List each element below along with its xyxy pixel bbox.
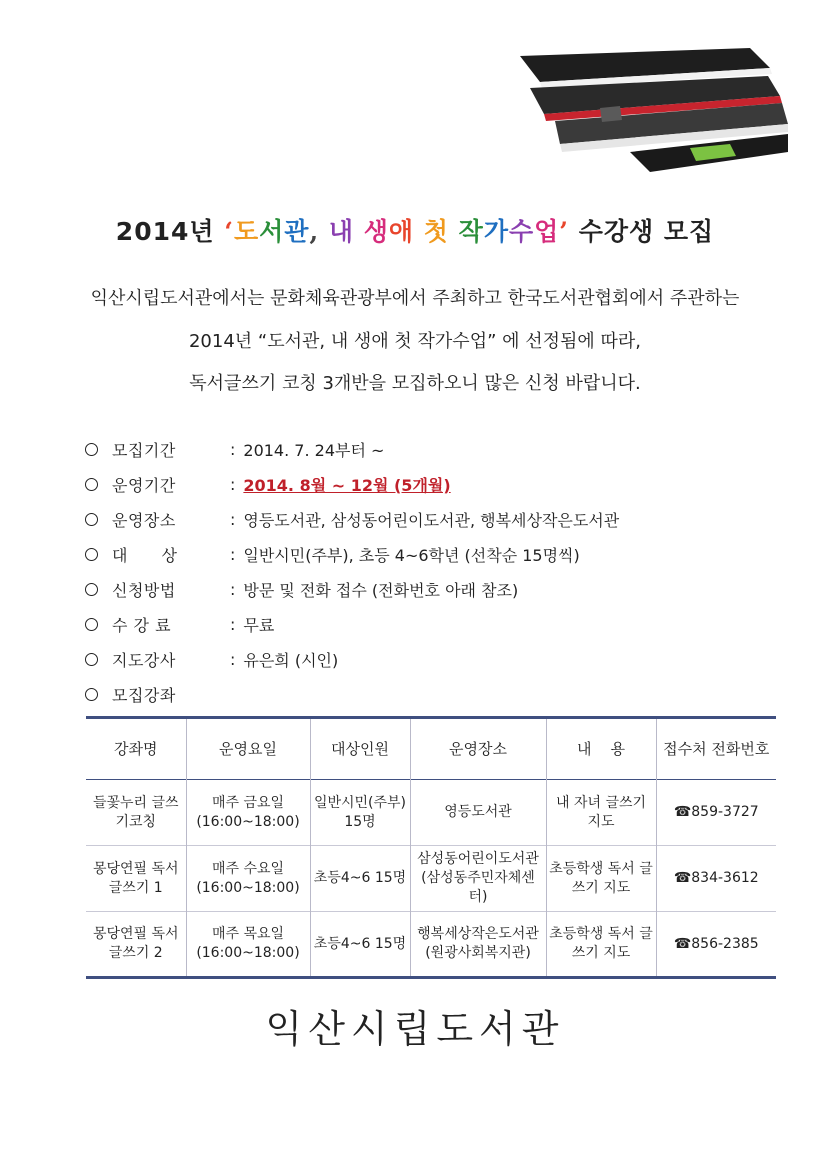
title-program-char: 관 [284, 217, 310, 246]
title-program-char [354, 217, 364, 246]
cell-contact: ☎834-3612 [673, 870, 759, 886]
circle-bullet-icon [85, 618, 98, 631]
circle-bullet-icon [85, 478, 98, 491]
circle-bullet-icon [85, 688, 98, 701]
info-item-operation-period: 운영기간 : 2014. 8월 ~ 12월 (5개월) [85, 467, 765, 502]
table-row [86, 912, 776, 978]
title-program-char: 작 [458, 217, 484, 246]
info-item-application: 신청방법 : 방문 및 전화 접수 (전화번호 아래 참조) [85, 572, 765, 607]
header-content: 내 용 [546, 718, 656, 780]
cell-course-name: 몽당연필 독서글쓰기 1 [86, 846, 186, 912]
cell-contact: ☎859-3727 [673, 804, 759, 820]
cell-course-name: 들꽃누리 글쓰기코칭 [86, 780, 186, 846]
title-program-char: 업 [534, 217, 560, 246]
cell-schedule: 매주 목요일 (16:00~18:00) [186, 912, 310, 978]
books-illustration [500, 48, 790, 178]
title-program-char: 생 [363, 217, 389, 246]
title-program-char [319, 217, 329, 246]
info-item-fee: 수 강 료 : 무료 [85, 607, 765, 642]
info-item-instructor: 지도강사 : 유은희 (시인) [85, 642, 765, 677]
table-header-row [86, 718, 776, 780]
cell-venue: 삼성동어린이도서관 (삼성동주민자체센터) [410, 846, 546, 912]
cell-venue: 영등도서관 [410, 780, 546, 846]
title-program-char: , [309, 217, 320, 246]
table-row [86, 846, 776, 912]
cell-contact: ☎856-2385 [673, 935, 759, 952]
page-title [0, 212, 830, 248]
cell-capacity: 초등4~6 15명 [310, 912, 410, 978]
title-program-char: ‘ [224, 217, 234, 246]
title-program-char: 서 [259, 217, 285, 246]
cell-schedule: 매주 수요일 (16:00~18:00) [186, 846, 310, 912]
intro-line-1: 익산시립도서관에서는 문화체육관광부에서 주최하고 한국도서관협회에서 주관하는 [90, 288, 740, 309]
circle-bullet-icon [85, 443, 98, 456]
title-year: 2014년 [115, 217, 215, 246]
cell-schedule: 매주 금요일 (16:00~18:00) [186, 780, 310, 846]
course-table [86, 716, 776, 979]
cell-course-name: 몽당연필 독서글쓰기 2 [86, 912, 186, 978]
title-program-char: 수 [508, 217, 535, 246]
title-program-char [449, 217, 459, 246]
cell-content: 초등학생 독서 글쓰기 지도 [546, 846, 656, 912]
info-item-target: 대 상 : 일반시민(주부), 초등 4~6학년 (선착순 15명씩) [85, 537, 765, 572]
header-contact: 접수처 전화번호 [663, 739, 770, 758]
intro-line-3: 독서글쓰기 코칭 3개반을 모집하오니 많은 신청 바랍니다. [189, 373, 641, 394]
footer-organization: 익산시립도서관 [265, 1007, 565, 1051]
header-capacity: 대상인원 [310, 718, 410, 780]
cell-capacity: 초등4~6 15명 [310, 846, 410, 912]
info-item-venue: 운영장소 : 영등도서관, 삼성동어린이도서관, 행복세상작은도서관 [85, 502, 765, 537]
info-item-courses: 모집강좌 [85, 677, 765, 712]
intro-line-2: 2014년 “도서관, 내 생애 첫 작가수업” 에 선정됨에 따라, [188, 331, 642, 352]
cell-capacity: 일반시민(주부) 15명 [310, 780, 410, 846]
info-item-recruit-period: 모집기간 : 2014. 7. 24부터 ~ [85, 432, 765, 467]
table-row [86, 780, 776, 846]
cell-venue: 행복세상작은도서관 (원광사회복지관) [410, 912, 546, 978]
circle-bullet-icon [85, 513, 98, 526]
circle-bullet-icon [85, 583, 98, 596]
title-suffix: 수강생 모집 [578, 217, 715, 246]
circle-bullet-icon [85, 653, 98, 666]
header-schedule: 운영요일 [186, 718, 310, 780]
cell-content: 초등학생 독서 글쓰기 지도 [546, 912, 656, 978]
title-program-char: 첫 [423, 217, 449, 246]
title-program-char: 가 [483, 217, 509, 246]
title-program-char [414, 217, 424, 246]
cell-content: 내 자녀 글쓰기 지도 [546, 780, 656, 846]
title-program-char: 도 [233, 217, 260, 246]
header-venue: 운영장소 [410, 718, 546, 780]
info-list [85, 432, 765, 712]
title-program-char: 내 [328, 217, 355, 246]
title-program-char: ’ [559, 217, 569, 246]
circle-bullet-icon [85, 548, 98, 561]
title-program [224, 217, 569, 246]
title-program-char: 애 [388, 217, 415, 246]
header-course-name: 강좌명 [86, 718, 186, 780]
